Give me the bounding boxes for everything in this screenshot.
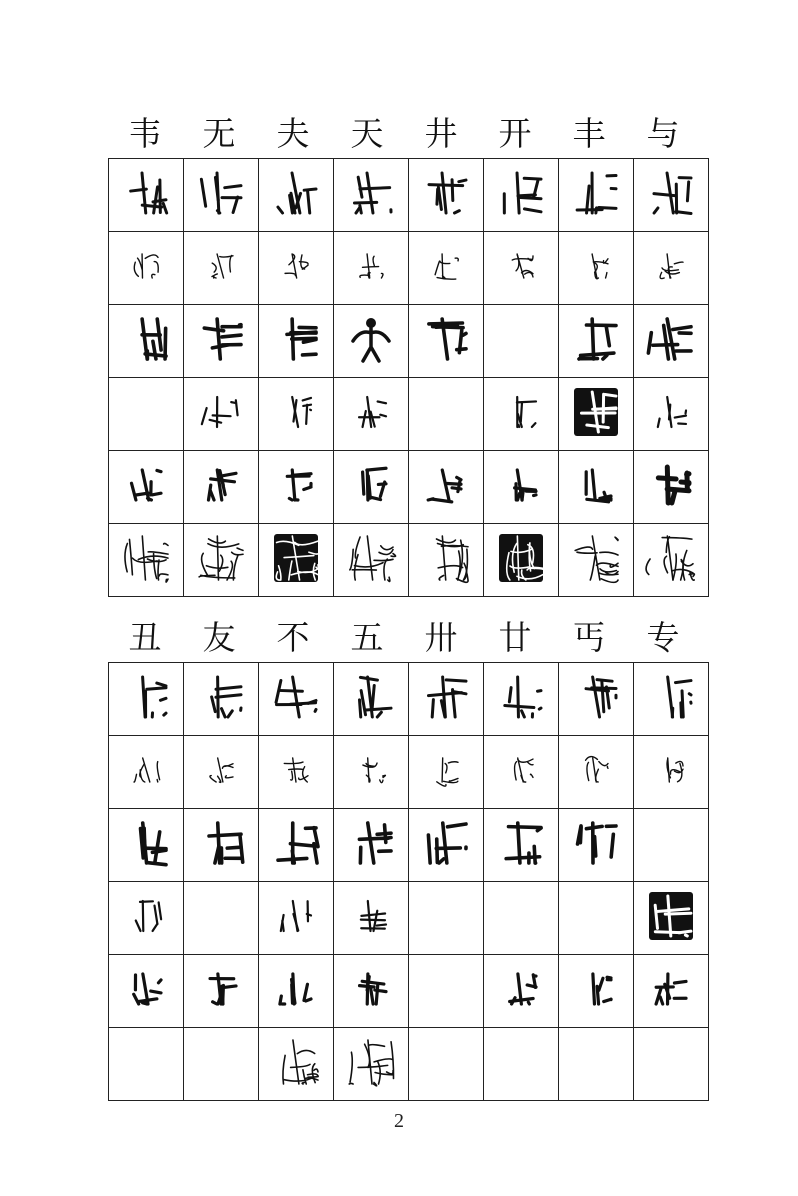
ancient-script-glyph <box>268 165 324 221</box>
ancient-script-glyph <box>268 238 324 294</box>
empty-cell <box>184 1028 259 1101</box>
ancient-script-glyph <box>343 238 399 294</box>
glyph-cell <box>109 305 184 378</box>
header-char: 天 <box>350 114 384 153</box>
glyph-cell <box>334 524 409 597</box>
glyph-cell <box>559 232 634 305</box>
page-number: 2 <box>394 1110 404 1132</box>
ancient-script-glyph <box>268 669 324 725</box>
glyph-row <box>109 451 709 524</box>
ancient-script-glyph <box>193 457 249 513</box>
empty-cell <box>559 882 634 955</box>
ancient-script-glyph <box>643 961 699 1017</box>
glyph-cell <box>559 524 634 597</box>
glyph-cell <box>184 232 259 305</box>
glyph-cell <box>484 809 559 882</box>
ancient-script-glyph <box>343 742 399 798</box>
glyph-cell <box>559 809 634 882</box>
glyph-cell <box>184 159 259 232</box>
ancient-script-glyph <box>343 311 399 367</box>
glyph-cell <box>334 955 409 1028</box>
glyph-row <box>109 809 709 882</box>
ancient-script-glyph <box>193 961 249 1017</box>
ancient-script-glyph <box>568 384 624 440</box>
glyph-cell <box>409 736 484 809</box>
glyph-cell <box>259 159 334 232</box>
glyph-cell <box>259 524 334 597</box>
glyph-cell <box>559 955 634 1028</box>
ancient-script-glyph <box>493 815 549 871</box>
glyph-table <box>108 158 709 597</box>
empty-cell <box>184 882 259 955</box>
header-row <box>108 614 700 662</box>
ancient-script-glyph <box>268 384 324 440</box>
glyph-cell <box>559 736 634 809</box>
glyph-cell <box>259 305 334 378</box>
glyph-cell <box>634 955 709 1028</box>
glyph-cell <box>334 305 409 378</box>
ancient-script-glyph <box>343 530 399 586</box>
empty-cell <box>409 955 484 1028</box>
ancient-script-glyph <box>568 457 624 513</box>
ancient-script-glyph <box>493 742 549 798</box>
ancient-script-glyph <box>418 669 474 725</box>
empty-cell <box>559 1028 634 1101</box>
glyph-cell <box>184 809 259 882</box>
empty-cell <box>484 305 559 378</box>
glyph-cell <box>559 663 634 736</box>
ancient-script-glyph <box>493 669 549 725</box>
empty-cell <box>109 378 184 451</box>
ancient-script-glyph <box>643 457 699 513</box>
glyph-cell <box>634 524 709 597</box>
ancient-script-glyph <box>418 530 474 586</box>
ancient-script-glyph <box>493 961 549 1017</box>
ancient-script-glyph <box>343 961 399 1017</box>
glyph-cell <box>334 882 409 955</box>
glyph-row <box>109 1028 709 1101</box>
glyph-cell <box>259 232 334 305</box>
header-char: 开 <box>498 114 532 153</box>
ancient-script-glyph <box>643 530 699 586</box>
glyph-cell <box>409 809 484 882</box>
ancient-script-glyph <box>568 530 624 586</box>
ancient-script-glyph <box>418 815 474 871</box>
glyph-row <box>109 524 709 597</box>
ancient-script-glyph <box>568 311 624 367</box>
ancient-script-glyph <box>268 815 324 871</box>
ancient-script-glyph <box>493 165 549 221</box>
ancient-script-glyph <box>568 669 624 725</box>
header-char: 无 <box>202 114 236 153</box>
glyph-cell <box>409 232 484 305</box>
header-char: 五 <box>350 618 384 657</box>
glyph-cell <box>484 451 559 524</box>
ancient-script-glyph <box>343 457 399 513</box>
glyph-cell <box>634 232 709 305</box>
glyph-cell <box>634 451 709 524</box>
ancient-script-glyph <box>193 311 249 367</box>
glyph-cell <box>484 232 559 305</box>
glyph-cell <box>334 232 409 305</box>
glyph-cell <box>334 159 409 232</box>
ancient-script-glyph <box>118 961 174 1017</box>
glyph-cell <box>184 451 259 524</box>
ancient-script-glyph <box>118 669 174 725</box>
ancient-script-glyph <box>343 165 399 221</box>
character-section-1 <box>108 110 700 597</box>
header-row <box>108 110 700 158</box>
ancient-script-glyph <box>118 238 174 294</box>
glyph-cell <box>334 809 409 882</box>
glyph-row <box>109 882 709 955</box>
glyph-row <box>109 736 709 809</box>
glyph-cell <box>334 736 409 809</box>
glyph-cell <box>559 378 634 451</box>
empty-cell <box>109 1028 184 1101</box>
glyph-cell <box>184 736 259 809</box>
glyph-cell <box>109 663 184 736</box>
ancient-script-glyph <box>568 165 624 221</box>
glyph-row <box>109 378 709 451</box>
empty-cell <box>634 809 709 882</box>
glyph-cell <box>334 1028 409 1101</box>
ancient-script-glyph <box>118 165 174 221</box>
glyph-cell <box>484 159 559 232</box>
ancient-script-glyph <box>643 165 699 221</box>
glyph-table <box>108 662 709 1101</box>
glyph-cell <box>259 955 334 1028</box>
ancient-script-glyph <box>643 238 699 294</box>
ancient-script-glyph <box>193 815 249 871</box>
ancient-script-glyph <box>643 669 699 725</box>
ancient-script-glyph <box>418 311 474 367</box>
ancient-script-glyph <box>643 888 699 944</box>
glyph-cell <box>184 663 259 736</box>
glyph-cell <box>409 305 484 378</box>
glyph-cell <box>484 524 559 597</box>
glyph-row <box>109 663 709 736</box>
header-char: 夫 <box>276 114 310 153</box>
ancient-script-glyph <box>343 669 399 725</box>
glyph-cell <box>559 451 634 524</box>
ancient-script-glyph <box>418 238 474 294</box>
glyph-cell <box>634 378 709 451</box>
ancient-script-glyph <box>118 815 174 871</box>
ancient-script-glyph <box>493 530 549 586</box>
ancient-script-glyph <box>118 457 174 513</box>
ancient-script-glyph <box>568 961 624 1017</box>
ancient-script-glyph <box>118 311 174 367</box>
glyph-cell <box>259 809 334 882</box>
ancient-script-glyph <box>268 1034 324 1090</box>
header-char: 专 <box>646 618 680 657</box>
glyph-cell <box>634 159 709 232</box>
header-char: 友 <box>202 618 236 657</box>
ancient-script-glyph <box>343 1034 399 1090</box>
empty-cell <box>409 378 484 451</box>
glyph-cell <box>109 736 184 809</box>
header-char: 井 <box>424 114 458 153</box>
glyph-cell <box>559 305 634 378</box>
header-char: 与 <box>646 114 680 153</box>
ancient-script-glyph <box>418 457 474 513</box>
glyph-cell <box>559 159 634 232</box>
glyph-cell <box>109 451 184 524</box>
ancient-script-glyph <box>343 888 399 944</box>
ancient-script-glyph <box>568 238 624 294</box>
ancient-script-glyph <box>643 742 699 798</box>
glyph-cell <box>334 451 409 524</box>
glyph-cell <box>184 524 259 597</box>
ancient-script-glyph <box>193 165 249 221</box>
glyph-cell <box>259 736 334 809</box>
glyph-cell <box>109 159 184 232</box>
glyph-cell <box>259 882 334 955</box>
ancient-script-glyph <box>193 742 249 798</box>
empty-cell <box>484 1028 559 1101</box>
glyph-cell <box>634 736 709 809</box>
ancient-script-glyph <box>343 815 399 871</box>
glyph-cell <box>409 451 484 524</box>
glyph-cell <box>634 305 709 378</box>
glyph-cell <box>484 378 559 451</box>
glyph-cell <box>484 736 559 809</box>
ancient-script-glyph <box>643 311 699 367</box>
ancient-script-glyph <box>118 742 174 798</box>
glyph-cell <box>184 378 259 451</box>
glyph-cell <box>259 451 334 524</box>
ancient-script-glyph <box>493 238 549 294</box>
header-char: 丰 <box>572 114 606 153</box>
ancient-script-glyph <box>193 384 249 440</box>
glyph-cell <box>109 809 184 882</box>
header-char: 不 <box>276 618 310 657</box>
glyph-cell <box>259 378 334 451</box>
glyph-cell <box>259 1028 334 1101</box>
ancient-script-glyph <box>268 530 324 586</box>
ancient-script-glyph <box>193 238 249 294</box>
ancient-script-glyph <box>118 530 174 586</box>
glyph-cell <box>409 524 484 597</box>
glyph-cell <box>109 955 184 1028</box>
ancient-script-glyph <box>268 457 324 513</box>
ancient-script-glyph <box>118 888 174 944</box>
ancient-script-glyph <box>568 815 624 871</box>
empty-cell <box>634 1028 709 1101</box>
glyph-cell <box>634 882 709 955</box>
empty-cell <box>409 1028 484 1101</box>
ancient-script-glyph <box>343 384 399 440</box>
ancient-script-glyph <box>493 457 549 513</box>
ancient-script-glyph <box>268 888 324 944</box>
glyph-row <box>109 232 709 305</box>
glyph-cell <box>334 378 409 451</box>
glyph-cell <box>409 159 484 232</box>
glyph-cell <box>484 663 559 736</box>
glyph-cell <box>184 955 259 1028</box>
glyph-cell <box>184 305 259 378</box>
character-section-2 <box>108 614 700 1101</box>
header-char: 卅 <box>424 618 458 657</box>
ancient-script-glyph <box>268 961 324 1017</box>
glyph-cell <box>109 882 184 955</box>
ancient-script-glyph <box>193 530 249 586</box>
ancient-script-glyph <box>418 742 474 798</box>
ancient-script-glyph <box>643 384 699 440</box>
glyph-row <box>109 159 709 232</box>
header-char: 丑 <box>128 618 162 657</box>
glyph-cell <box>109 232 184 305</box>
glyph-row <box>109 305 709 378</box>
glyph-cell <box>109 524 184 597</box>
header-char: 廿 <box>498 618 532 657</box>
ancient-script-glyph <box>568 742 624 798</box>
glyph-cell <box>484 955 559 1028</box>
empty-cell <box>484 882 559 955</box>
glyph-cell <box>259 663 334 736</box>
header-char: 丐 <box>572 618 606 657</box>
ancient-script-glyph <box>418 165 474 221</box>
ancient-script-glyph <box>493 384 549 440</box>
header-char: 韦 <box>128 114 162 153</box>
glyph-cell <box>334 663 409 736</box>
glyph-cell <box>634 663 709 736</box>
ancient-script-glyph <box>268 311 324 367</box>
ancient-script-glyph <box>268 742 324 798</box>
empty-cell <box>409 882 484 955</box>
glyph-row <box>109 955 709 1028</box>
glyph-cell <box>409 663 484 736</box>
ancient-script-glyph <box>193 669 249 725</box>
